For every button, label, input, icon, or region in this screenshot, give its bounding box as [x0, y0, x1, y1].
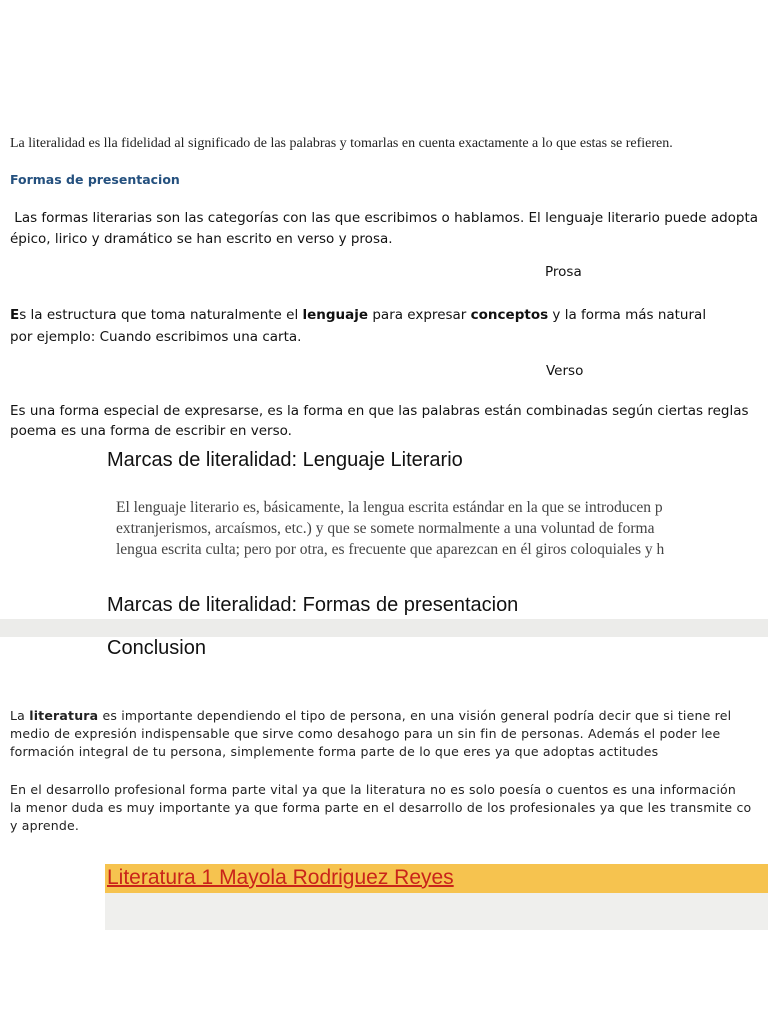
conclusion-p2-line-2: la menor duda es muy importante ya que forma parte en el desarrollo de los profesionales ya que les transmite co — [10, 800, 752, 815]
prosa-initial: E — [10, 307, 20, 323]
verso-line-2: poema es una forma de escribir en verso. — [10, 423, 292, 439]
conclusion-bold-literatura: literatura — [29, 708, 99, 723]
slide-title-conclusion: Conclusion — [107, 637, 206, 659]
slide-title-formas-presentacion: Marcas de literalidad: Formas de presentacion — [107, 594, 519, 616]
prosa-line-2: por ejemplo: Cuando escribimos una carta. — [10, 329, 302, 345]
conclusion-p1-line-3: formación integral de tu persona, simplemente forma parte de lo que eres ya que adoptas actitudes — [10, 744, 659, 759]
prosa-text-2: para expresar — [368, 307, 471, 323]
conclusion-paragraph-2 — [10, 781, 751, 835]
conclusion-p1-line-2: medio de expresión indispensable que sirve como desahogo para un sin fin de personas. Además el poder lee — [10, 726, 721, 741]
prosa-bold-conceptos: conceptos — [470, 307, 549, 323]
lenguaje-line-3: lengua escrita culta; pero por otra, es frecuente que aparezcan en él giros coloquiales y h — [116, 541, 665, 558]
footer-gray-box — [105, 893, 768, 930]
section-heading-formas: Formas de presentacion — [10, 172, 180, 187]
verso-paragraph — [10, 401, 749, 441]
formas-line-2: épico, lirico y dramático se han escrito en verso y prosa. — [10, 231, 393, 247]
prosa-paragraph — [10, 304, 706, 348]
lenguaje-literario-paragraph — [116, 497, 664, 560]
prosa-text-3: y la forma más natural — [548, 307, 707, 323]
conclusion-p1-pre: La — [10, 708, 30, 723]
verso-line-1: Es una forma especial de expresarse, es la forma en que las palabras están combinadas según ciertas reglas — [10, 403, 749, 419]
prosa-line-1 — [10, 304, 706, 326]
formas-line-1: Las formas literarias son las categorías con las que escribimos o hablamos. El lenguaje literario puede adopta — [10, 210, 759, 226]
prosa-text-1: s la estructura que toma naturalmente el — [19, 307, 303, 323]
intro-paragraph: La literalidad es lla fidelidad al significado de las palabras y tomarlas en cuenta exactamente a lo que estas se refieren. — [10, 136, 673, 151]
conclusion-p2-line-1: En el desarrollo profesional forma parte vital ya que la literatura no es solo poesía o cuentos es una información — [10, 782, 736, 797]
prosa-bold-lenguaje: lenguaje — [302, 307, 369, 323]
divider-band — [0, 619, 768, 637]
conclusion-p2-line-3: y aprende. — [10, 818, 80, 833]
lenguaje-line-2: extranjerismos, arcaísmos, etc.) y que se somete normalmente a una voluntad de forma — [116, 520, 655, 537]
formas-paragraph — [10, 208, 758, 250]
lenguaje-line-1: El lenguaje literario es, básicamente, la lengua escrita estándar en la que se introducen p — [116, 499, 663, 516]
conclusion-paragraph-1 — [10, 707, 731, 761]
slide-title-lenguaje-literario: Marcas de literalidad: Lenguaje Literario — [107, 449, 463, 471]
conclusion-p1-line-1 — [10, 707, 731, 725]
conclusion-p1-rest: es importante dependiendo el tipo de persona, en una visión general podría decir que si tiene rel — [98, 708, 732, 723]
prosa-title: Prosa — [545, 264, 582, 280]
verso-title: Verso — [546, 363, 584, 379]
footer-title-link[interactable]: Literatura 1 Mayola Rodriguez Reyes — [107, 866, 454, 889]
